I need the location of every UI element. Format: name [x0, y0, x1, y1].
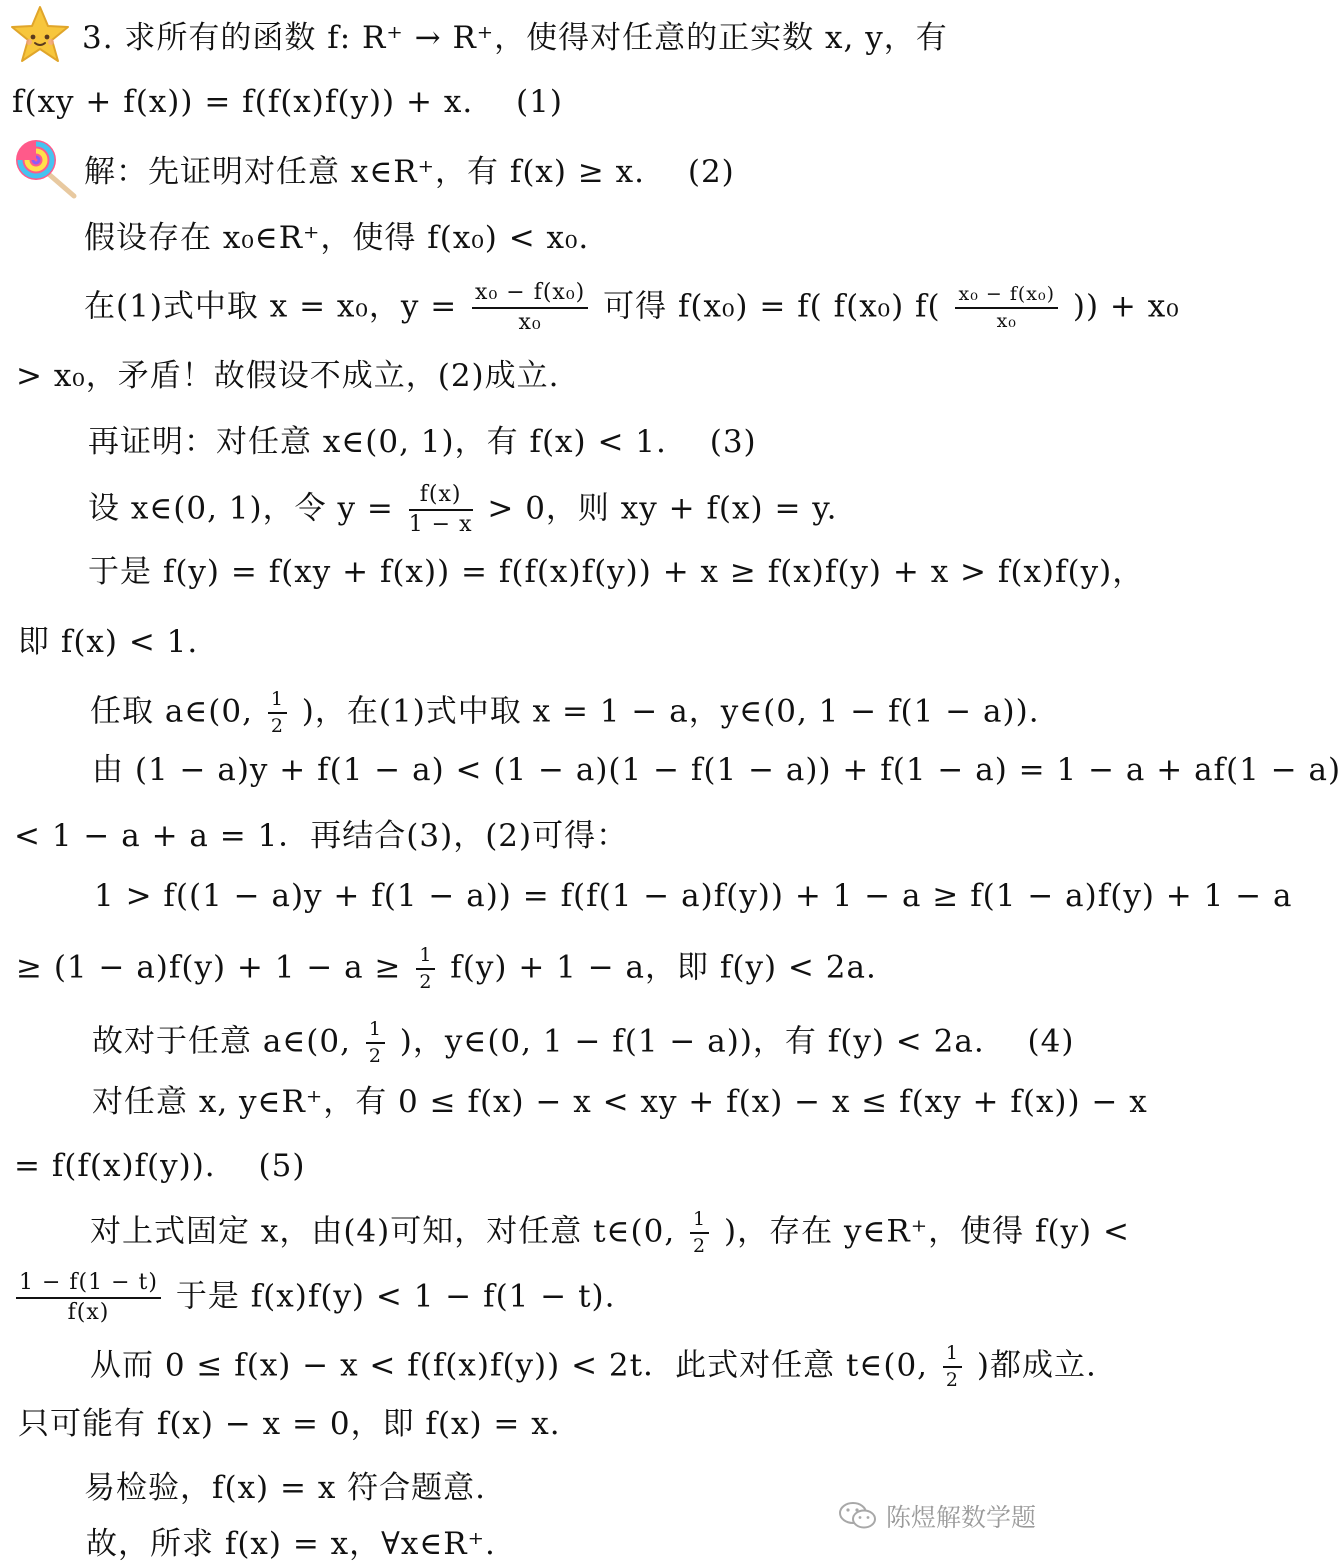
- solution-line-squeeze: [90, 1344, 1097, 1390]
- fraction-numerator: 1: [690, 1210, 709, 1234]
- solution-line-claim-3: 再证明：对任意 x∈(0, 1)，有 f(x) < 1. (3): [88, 424, 757, 460]
- solution-line-arbitrary-xy: 对任意 x, y∈R⁺，有 0 ≤ f(x) − x < xy + f(x) − x ≤ f(xy + f(x)) − x: [92, 1084, 1148, 1120]
- text-segment: )，在(1)式中取 x = 1 − a，y∈(0, 1 − f(1 − a)).: [301, 693, 1040, 730]
- fraction-denominator: 1 − x: [408, 512, 473, 537]
- text-segment: 于是 f(x)f(y) < 1 − f(1 − t).: [175, 1278, 616, 1315]
- text-segment: 故对于任意 a∈(0,: [92, 1023, 351, 1060]
- fraction-numerator: 1: [268, 690, 287, 714]
- solution-line-equality: 只可能有 f(x) − x = 0，即 f(x) = x.: [18, 1406, 561, 1442]
- wechat-logo-icon: [838, 1500, 878, 1532]
- fraction-numerator: 1: [943, 1344, 962, 1368]
- fraction-one-half: [416, 946, 435, 992]
- text-segment: 可得 f(x₀) = f( f(x₀) f(: [603, 288, 941, 325]
- solution-line-claim-2: 解：先证明对任意 x∈R⁺，有 f(x) ≥ x. (2): [84, 154, 735, 190]
- fraction-denominator: 2: [419, 971, 433, 993]
- lollipop-icon: [14, 138, 80, 200]
- text-segment: )都成立.: [976, 1347, 1097, 1384]
- solution-line-set-y: [88, 484, 838, 536]
- solution-line-chain: 1 > f((1 − a)y + f(1 − a)) = f(f(1 − a)f(y)) + 1 − a ≥ f(1 − a)f(y) + 1 − a: [94, 878, 1293, 914]
- text-segment: )，y∈(0, 1 − f(1 − a))，有 f(y) < 2a. (4): [399, 1023, 1075, 1060]
- problem-statement-line-1: 3. 求所有的函数 f: R⁺ → R⁺，使得对任意的正实数 x, y，有: [82, 20, 948, 56]
- solution-line-fix-x: [90, 1210, 1130, 1256]
- text-segment: ≥ (1 − a)f(y) + 1 − a ≥: [16, 949, 402, 986]
- fraction-denominator: x₀: [996, 310, 1017, 332]
- watermark-text: 陈煜解数学题: [886, 1503, 1037, 1532]
- fraction-numerator: f(x): [409, 484, 473, 511]
- solution-line-choose-a: [90, 690, 1040, 736]
- solution-line-conclusion-3: 即 f(x) < 1.: [18, 624, 199, 660]
- solution-line-combine: < 1 − a + a = 1．再结合(3)，(2)可得：: [14, 818, 629, 854]
- solution-line-derivation: 于是 f(y) = f(xy + f(x)) = f(f(x)f(y)) + x ≥ f(x)f(y) + x > f(x)f(y)，: [88, 554, 1145, 590]
- text-segment: )) + x₀: [1072, 288, 1180, 325]
- fraction-denominator: 2: [270, 715, 284, 737]
- solution-line-claim-5: = f(f(x)f(y)). (5): [14, 1148, 306, 1184]
- watermark: [838, 1496, 1036, 1536]
- fraction-numerator: 1: [366, 1020, 385, 1044]
- solution-line-contradiction: > x₀，矛盾！故假设不成立，(2)成立.: [16, 358, 560, 394]
- fraction: [955, 285, 1058, 331]
- text-segment: 对上式固定 x，由(4)可知，对任意 t∈(0,: [90, 1213, 676, 1250]
- text-segment: 任取 a∈(0,: [90, 693, 253, 730]
- solution-line-substitution: [84, 282, 1180, 334]
- text-segment: > 0，则 xy + f(x) = y.: [487, 490, 838, 527]
- solution-line-final-answer: 故，所求 f(x) = x，∀x∈R⁺.: [86, 1526, 496, 1562]
- text-segment: )，存在 y∈R⁺，使得 f(y) <: [724, 1213, 1130, 1250]
- fraction-one-half: [943, 1344, 962, 1390]
- fraction: [409, 484, 473, 536]
- fraction-denominator: 2: [945, 1369, 959, 1391]
- fraction-one-half: [268, 690, 287, 736]
- text-segment: f(y) + 1 − a，即 f(y) < 2a.: [450, 949, 877, 986]
- text-segment: 从而 0 ≤ f(x) − x < f(f(x)f(y)) < 2t．此式对任意 t∈(0,: [90, 1347, 929, 1384]
- fraction-one-half: [690, 1210, 709, 1256]
- problem-statement-line-2: f(xy + f(x)) = f(f(x)f(y)) + x. (1): [12, 84, 563, 120]
- fraction-one-half: [366, 1020, 385, 1066]
- fraction-denominator: f(x): [67, 1300, 110, 1325]
- fraction-denominator: 2: [368, 1045, 382, 1067]
- text-segment: 设 x∈(0, 1)，令 y =: [88, 490, 394, 527]
- solution-line-claim-4: [92, 1020, 1074, 1066]
- fraction: [16, 1272, 161, 1324]
- fraction-denominator: 2: [693, 1235, 707, 1257]
- solution-line-bound-2a: [16, 946, 877, 992]
- solution-line-verify: 易检验，f(x) = x 符合题意.: [84, 1470, 487, 1506]
- text-segment: 在(1)式中取 x = x₀，y =: [84, 288, 458, 325]
- fraction-numerator: x₀ − f(x₀): [955, 285, 1058, 309]
- fraction-denominator: x₀: [518, 310, 542, 335]
- fraction-numerator: 1 − f(1 − t): [16, 1272, 161, 1299]
- fraction-numerator: 1: [416, 946, 435, 970]
- solution-line-inequality: 由 (1 − a)y + f(1 − a) < (1 − a)(1 − f(1 − a)) + f(1 − a) = 1 − a + af(1 − a): [92, 752, 1341, 788]
- star-icon: [8, 4, 72, 66]
- solution-line-product-bound: [12, 1272, 616, 1324]
- fraction: [472, 282, 588, 334]
- fraction-numerator: x₀ − f(x₀): [472, 282, 588, 309]
- solution-line-assumption: 假设存在 x₀∈R⁺，使得 f(x₀) < x₀.: [84, 220, 590, 256]
